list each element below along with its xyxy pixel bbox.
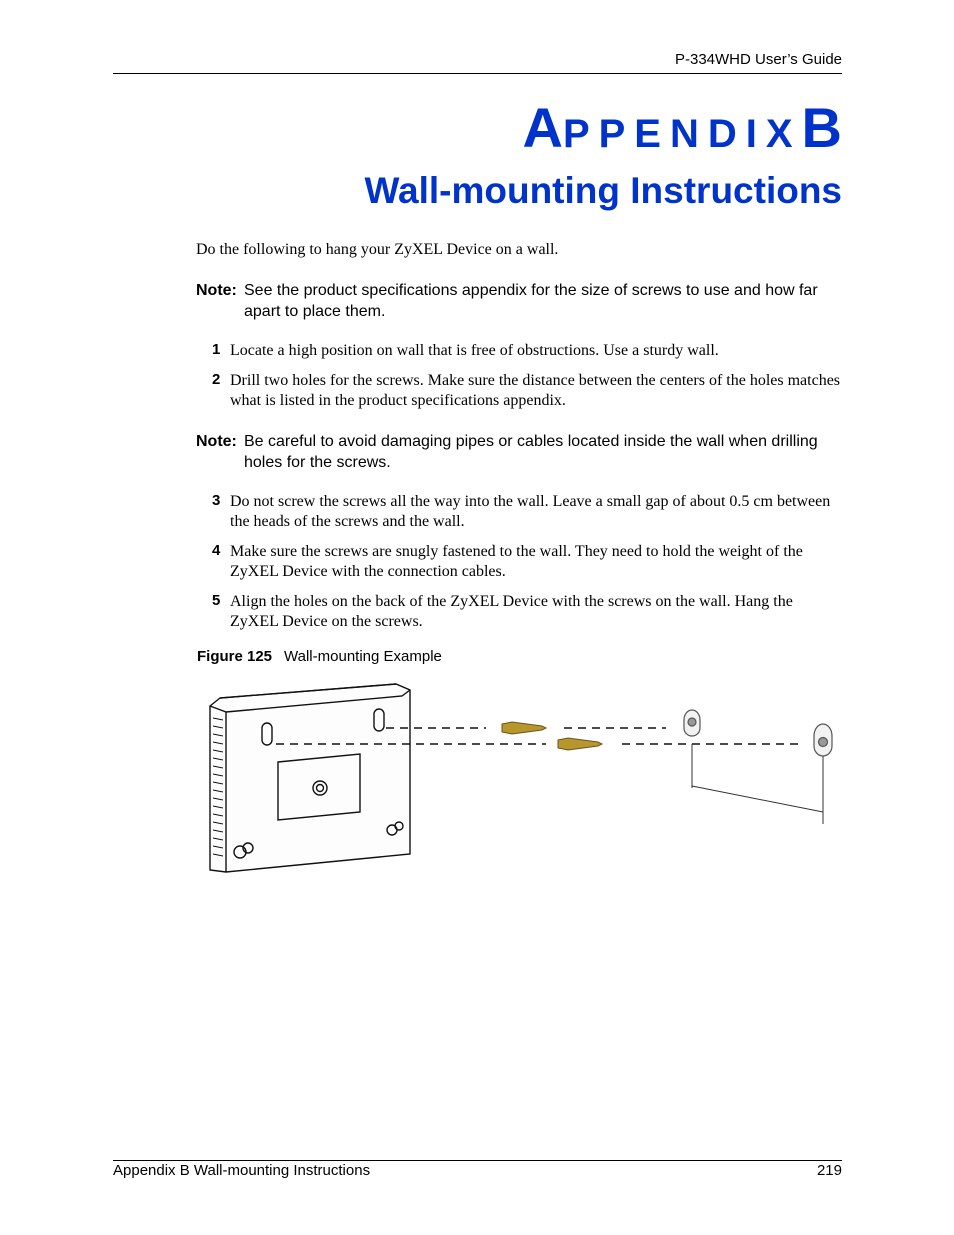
intro-paragraph: Do the following to hang your ZyXEL Device on a wall. [196,241,559,258]
figure-number: Figure 125 [197,648,273,665]
distance-indicator [692,744,823,824]
figure-caption [197,648,442,665]
step-number: 5 [212,592,221,609]
footer-chapter-title: Appendix B Wall-mounting Instructions [113,1162,371,1179]
step-number: 4 [212,542,221,559]
step-2 [212,371,844,411]
appendix-label-initial: A [522,96,563,159]
step-5 [212,592,844,632]
step-number: 2 [212,371,221,388]
header-rule [113,73,842,74]
note-label: Note: [196,282,237,299]
step-text: Make sure the screws are snugly fastened to the wall. They need to hold the weight of the ZyXEL Device with the connection cables. [230,543,803,580]
appendix-label [522,96,842,159]
step-text: Locate a high position on wall that is free of obstructions. Use a sturdy wall. [230,342,719,359]
note-label: Note: [196,433,237,450]
guide-title: P-334WHD User’s Guide [675,51,842,68]
step-text: Align the holes on the back of the ZyXEL Device with the screws on the wall. Hang the ZyXEL Device on the screws. [230,593,793,630]
note-pipes-cables [196,431,846,473]
note-screw-specs [196,280,846,322]
step-number: 3 [212,492,221,509]
step-4 [212,542,844,582]
page-number: 219 [816,1162,842,1179]
footer-rule [113,1160,842,1161]
step-text: Drill two holes for the screws. Make sure the distance between the centers of the holes matches what is listed in the product specifications appendix. [230,372,841,409]
wall-anchor-icon [684,710,832,756]
step-3 [212,492,844,532]
step-text: Do not screw the screws all the way into the wall. Leave a small gap of about 0.5 cm between the heads of the screws and the wall. [230,493,831,530]
device-illustration [210,684,410,872]
note-text: Be careful to avoid damaging pipes or cables located inside the wall when drilling holes for the screws. [244,433,818,471]
note-text: See the product specifications appendix for the size of screws to use and how far apart to place them. [244,282,818,320]
step-number: 1 [212,341,221,358]
appendix-label-letter: B [801,96,842,159]
appendix-label-rest: PPENDIX [562,112,802,156]
figure-caption-text: Wall-mounting Example [284,648,442,665]
wall-mounting-figure [196,676,846,880]
chapter-title: Wall-mounting Instructions [364,170,842,211]
step-1 [212,341,844,361]
screw-icon [502,722,602,750]
